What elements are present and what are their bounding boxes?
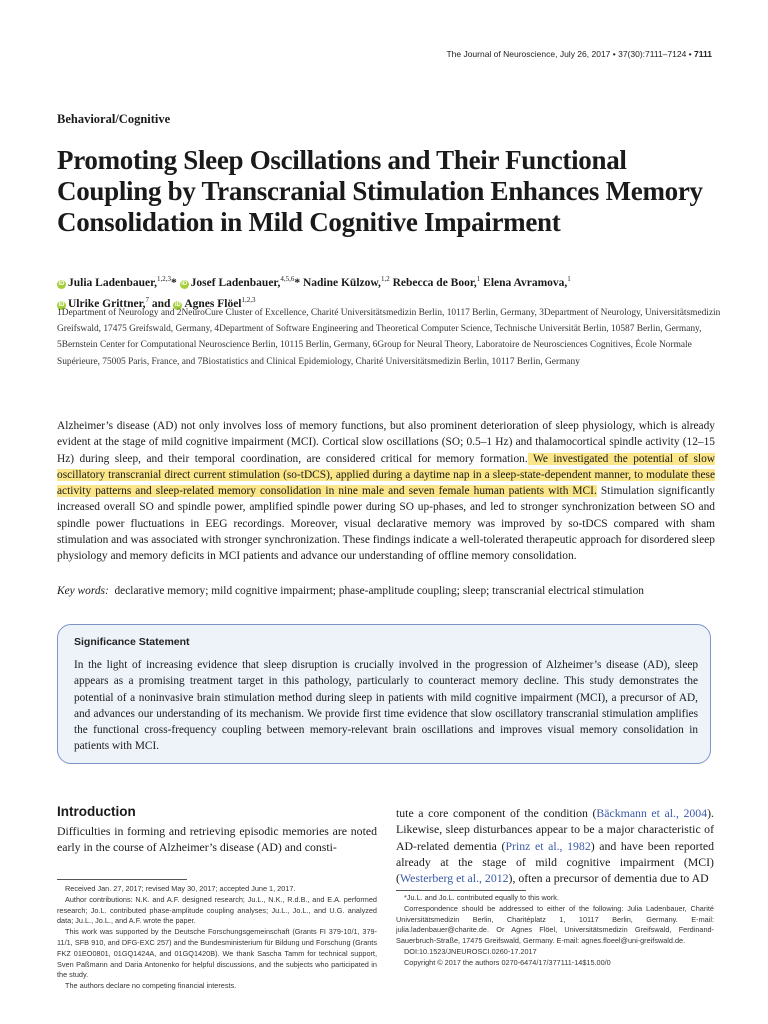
body-text: ) and have been reported already at the stage of mild cognitive impairment (MCI) ( [396,838,714,886]
footnote-rule [396,890,526,891]
section-label: Behavioral/Cognitive [57,112,171,126]
author-affiliation-number: 1,2 [380,275,390,283]
introduction-col1: Difficulties in forming and retrieving episodic memories are noted early in the course of Alzheimer’s disease (AD) and consti- [57,824,377,855]
author-name: Agnes Flöel [184,297,242,310]
footnotes-left [57,884,377,992]
footnote-rule [57,879,187,880]
significance-title: Significance Statement [74,636,190,648]
footnote: *Ju.L. and Jo.L. contributed equally to this work. [404,893,559,902]
keywords-label: Key words: [57,585,109,597]
author-name: Elena Avramova, [483,276,568,289]
author-name: Julia Ladenbauer, [68,276,158,289]
author-name: Rebecca de Boor, [392,276,477,289]
orcid-icon[interactable]: iD [58,301,65,308]
orcid-icon[interactable]: iD [58,280,65,287]
footnote: Copyright © 2017 the authors 0270-6474/17/377111-14$15.00/0 [404,957,611,967]
affiliations: 1Department of Neurology and 2NeuroCure Cluster of Excellence, Charité Universitätsmedizin Berlin, 10117 Berlin, Germany, 3Department of Neurology, Universitätsmedizin Greifswald, 17475 Greifswald, Germany, 4Department of Software Engineering and Theoretical Computer Science, Technische Universität Berlin, 10587 Berlin, Germany, 5Bernstein Center for Computational Neuroscience Berlin, 10115 Berlin, Germany, 6Group for Neural Theory, Laboratoire de Neurosciences Cognitives, École Normale Supérieure, 75005 Paris, France, and 7Biostatistics and Clinical Epidemiology, Charité Universitätsmedizin Berlin, 10117 Berlin, Germany [57,308,721,367]
footnote: Received Jan. 27, 2017; revised May 30, 2017; accepted June 1, 2017. [65,884,296,893]
introduction-heading: Introduction [57,804,136,819]
abstract-text-continued: Stimulation significantly increased overall SO and spindle power, amplified spindle power during SO up-phases, and led to stronger synchronization between SO and spindle power fluctuations in EEG recordings. Moreover, visual declarative memory was improved by so-tDCS compared with sham stimulation and was associated with stronger synchronization. These findings indicate a well-tolerated therapeutic approach for disordered sleep physiology and memory deficits in MCI patients and advance our understanding of offline memory consolidation. [57,485,715,563]
introduction-col2 [396,805,714,886]
body-text: ), often a precursor of dementia due to AD [508,871,709,886]
citation-link[interactable]: Westerberg et al., 2012 [399,871,509,886]
article-title: Promoting Sleep Oscillations and Their Functional Coupling by Transcranial Stimulation Enhances Memory Consolidation in Mild Cognitive Impairment [57,145,703,237]
body-text: tute a core component of the condition ( [396,806,597,820]
footnote: This work was supported by the Deutsche Forschungsgemeinschaft (Grants FI 379-10/1, 379-11/1, SFB 910, and DFG-EXC 257) and the Bundesministerium für Bildung und Forschung (Grants FKZ 01EO0801, 01GQ1424A, and 01GQ1420B). We thank Sascha Tamm for technical support, Sven Paßmann and Daria Antonenko for helpful discussions, and the subjects who participated in the study. [57,927,377,980]
orcid-icon[interactable]: iD [181,280,188,287]
author-affiliation-number: 7 [145,295,150,304]
citation-link[interactable]: Bäckmann et al., 2004 [596,806,708,820]
highlighted-text: We investigated the potential of slow oscillatory transcranial direct current stimulation (so-tDCS), applied during a daytime nap in a sleep-state-dependent manner, to modulate these activity patterns and sleep-related memory consolidation in nine male and seven female human patients with MCI. [57,452,715,498]
keywords [57,584,727,599]
equal-contribution-mark: * [171,276,177,289]
page-number: 7111 [694,49,712,59]
author-name: Josef Ladenbauer, [190,276,281,289]
orcid-icon[interactable]: iD [174,301,181,308]
citation-link[interactable]: Prinz et al., 1982 [505,838,591,853]
running-head [446,49,712,59]
footnote: Correspondence should be addressed to either of the following: Julia Ladenbauer, Charité Universitätsmedizin Berlin, Charitéplatz 1, 10117 Berlin, Germany. E-mail: julia.ladenbauer@charite.de. Or Agnes Flöel, Universitätsmedizin Greifswald, Ferdinand-Sauerbruch-Straße, 17475 Greifswald, Germany. E-mail: agnes.floeel@uni-greifswald.de. [396,903,714,946]
author-name: Ulrike Grittner, [68,297,146,310]
abstract [57,418,715,565]
author-affiliation-number: 4,5,6 [280,275,295,283]
author-affiliation-number: 1,2,3 [157,275,172,283]
author-affiliation-number: 1 [567,275,571,283]
author-affiliation-number: 1,2,3 [241,295,256,304]
body-text: ). Likewise, sleep disturbances appear to be a major characteristic of AD-related dementia ( [396,806,714,853]
footnote: DOI:10.1523/JNEUROSCI.0260-17.2017 [404,946,537,956]
footnote: Author contributions: N.K. and A.F. designed research; Ju.L., N.K., R.d.B., and E.A. performed research; Jo.L. contributed phase-amplitude coupling analyses; Ju.L., Jo.L., and U.G. analyzed data; Ju.L., Jo.L., and A.F. wrote the paper. [57,894,377,926]
running-head-text: The Journal of Neuroscience, July 26, 2017 • 37(30):7111–7124 • [446,49,695,59]
keywords-text: declarative memory; mild cognitive impairment; phase-amplitude coupling; sleep; transcranial electrical stimulation [114,585,644,597]
author-separator: and [149,297,174,310]
author-affiliation-number: 1 [476,275,481,283]
author-name: Nadine Külzow, [302,276,381,289]
equal-contribution-mark: * [294,276,301,289]
footnote: The authors declare no competing financial interests. [65,981,237,991]
significance-text: In the light of increasing evidence that sleep disruption is crucially involved in the progression of Alzheimer’s disease (AD), sleep appears as a promising treatment target in this pathology, particularly to counteract memory decline. This study demonstrates the potential of a noninvasive brain stimulation method during sleep in patients with mild cognitive impairment (MCI), a precursor of AD, and advances our understanding of its mechanism. We provide first time evidence that slow oscillatory transcranial stimulation amplifies the functional cross-frequency coupling between memory-relevant brain oscillations and improves visual memory consolidation in patients with MCI. [74,659,698,753]
abstract-text: Alzheimer’s disease (AD) not only involves loss of memory functions, but also prominent deterioration of sleep physiology, which is already evident at the stage of mild cognitive impairment (MCI). Cortical slow oscillations (SO; 0.5–1 Hz) and thalamocortical spindle activity (12–15 Hz) during sleep, and their temporal coordination, are considered critical for memory formation. [57,420,715,465]
footnotes-right [396,893,714,969]
